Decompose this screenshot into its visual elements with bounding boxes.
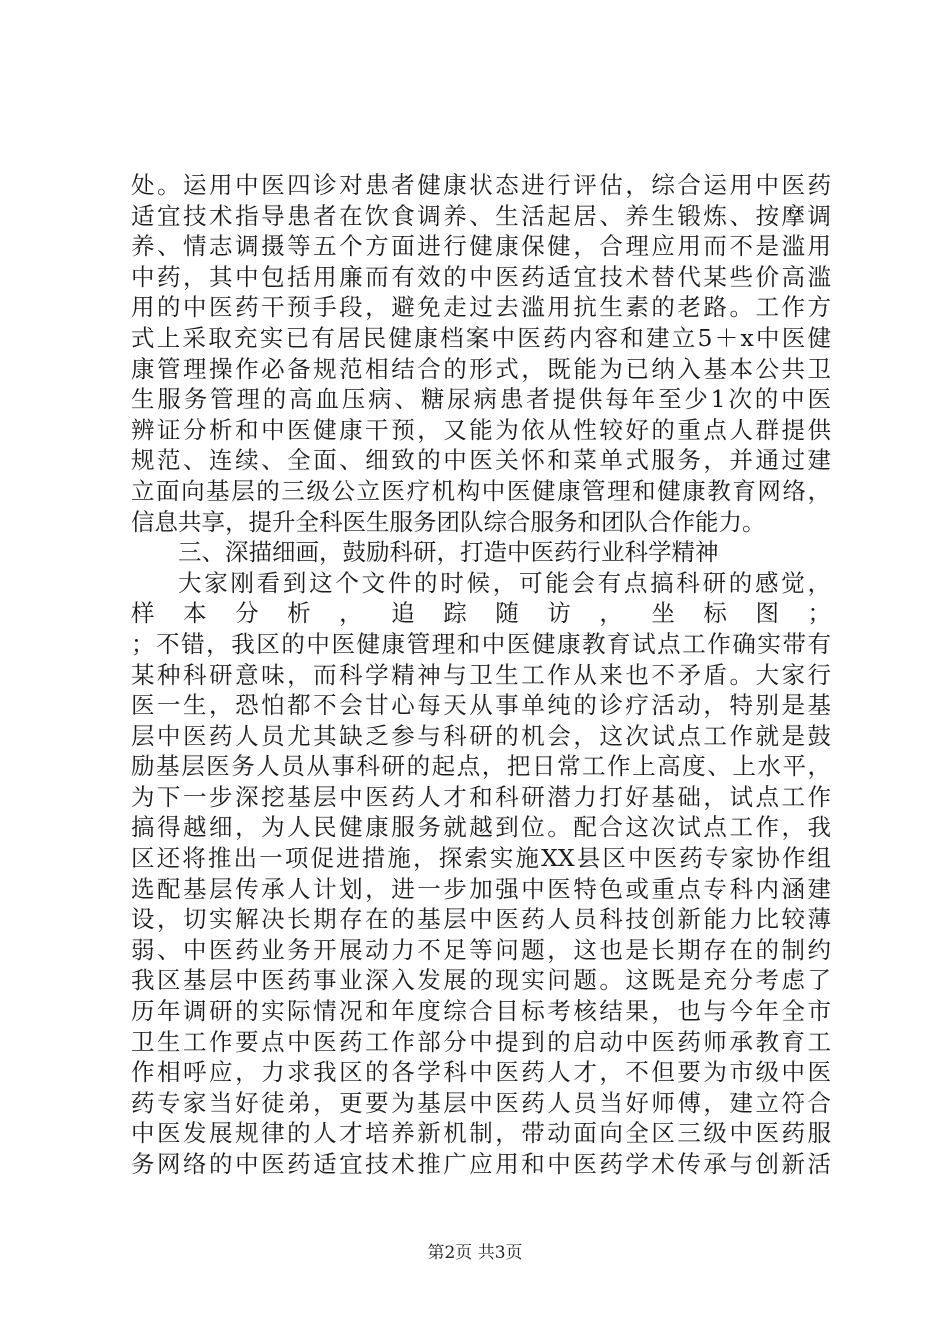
text-line: 样 本 分 析 ， 追 踪 随 访 ， 坐 标 图 ； (131, 599, 831, 628)
text-line: 励基层医务人员从事科研的起点，把日常工作上高度、上水平， (131, 752, 831, 781)
text-line: 作相呼应，力求我区的各学科中医药人才，不但要为市级中医 (131, 1058, 831, 1087)
text-line: 中药，其中包括用廉而有效的中医药适宜技术替代某些价高滥 (131, 262, 831, 291)
text-line: 大家刚看到这个文件的时候，可能会有点搞科研的感觉， (178, 568, 831, 597)
document-body (131, 170, 831, 1180)
text-line: 为下一步深挖基层中医药人才和科研潜力打好基础，试点工作 (131, 782, 831, 811)
text-line: 卫生工作要点中医药工作部分中提到的启动中医药师承教育工 (131, 1027, 831, 1056)
text-line: 药专家当好徒弟，更要为基层中医药人员当好师傅，建立符合 (131, 1088, 831, 1117)
text-line: ；不错，我区的中医健康管理和中医健康教育试点工作确实带有 (131, 629, 831, 658)
text-line: 用的中医药干预手段，避免走过去滥用抗生素的老路。工作方 (131, 293, 831, 322)
text-line: 我区基层中医药事业深入发展的现实问题。这既是充分考虑了 (131, 966, 831, 995)
section-heading: 三、深描细画，鼓励科研，打造中医药行业科学精神 (178, 538, 719, 567)
text-line: 处。运用中医四诊对患者健康状态进行评估，综合运用中医药 (131, 171, 831, 199)
page-footer: 第2页 共3页 (427, 1243, 523, 1263)
text-line: 康管理操作必备规范相结合的形式，既能为已纳入基本公共卫 (131, 354, 831, 383)
text-line: 弱、中医药业务开展动力不足等问题，这也是长期存在的制约 (131, 935, 831, 964)
text-line: 区还将推出一项促进措施，探索实施XX县区中医药专家协作组 (131, 844, 831, 873)
text-line: 中医发展规律的人才培养新机制，带动面向全区三级中医药服 (131, 1119, 831, 1148)
text-line: 设，切实解决长期存在的基层中医药人员科技创新能力比较薄 (131, 905, 831, 934)
text-line: 选配基层传承人计划，进一步加强中医特色或重点专科内涵建 (131, 874, 831, 903)
text-line: 某种科研意味，而科学精神与卫生工作从来也不矛盾。大家行 (131, 660, 831, 689)
text-line: 务网络的中医药适宜技术推广应用和中医药学术传承与创新活 (131, 1150, 831, 1178)
text-line: 生服务管理的高血压病、糖尿病患者提供每年至少1次的中医 (131, 385, 831, 414)
text-line: 立面向基层的三级公立医疗机构中医健康管理和健康教育网络， (131, 476, 831, 505)
text-line: 医一生，恐怕都不会甘心每天从事单纯的诊疗活动，特别是基 (131, 691, 831, 720)
text-line: 信息共享，提升全科医生服务团队综合服务和团队合作能力。 (131, 507, 766, 536)
text-line: 层中医药人员尤其缺乏参与科研的机会，这次试点工作就是鼓 (131, 721, 831, 750)
text-line: 历年调研的实际情况和年度综合目标考核结果，也与今年全市 (131, 997, 831, 1026)
text-line: 养、情志调摄等五个方面进行健康保健，合理应用而不是滥用 (131, 232, 831, 261)
text-line: 式上采取充实已有居民健康档案中医药内容和建立5＋x中医健 (131, 323, 831, 352)
text-line: 辨证分析和中医健康干预，又能为依从性较好的重点人群提供 (131, 415, 831, 444)
text-line: 规范、连续、全面、细致的中医关怀和菜单式服务，并通过建 (131, 446, 831, 475)
text-line: 搞得越细，为人民健康服务就越到位。配合这次试点工作，我 (131, 813, 831, 842)
text-line: 适宜技术指导患者在饮食调养、生活起居、养生锻炼、按摩调 (131, 201, 831, 230)
